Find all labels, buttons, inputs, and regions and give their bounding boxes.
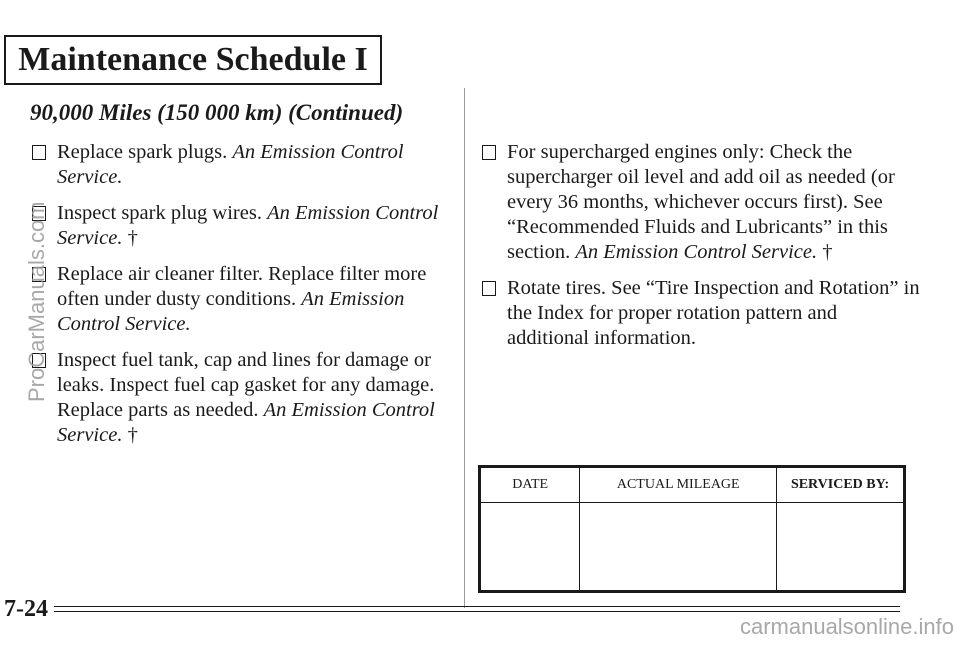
item-text: Rotate tires. See “Tire Inspection and Rotation” in the Index for proper rotation pattern and additional information.: [507, 277, 920, 349]
item-text: Inspect fuel tank, cap and lines for damage or leaks. Inspect fuel cap gasket for any damage. Replace parts as needed.: [57, 349, 435, 421]
checkbox-icon[interactable]: [482, 145, 496, 160]
page-number: 7-24: [4, 596, 48, 622]
item-text: Replace spark plugs.: [57, 141, 233, 163]
checkbox-icon[interactable]: [32, 145, 46, 160]
item-note: An Emission Control Service.: [575, 241, 818, 263]
footer-rule-second: [54, 611, 900, 612]
item-note: An Emission Control Service.: [57, 399, 435, 446]
item-text: Replace air cleaner filter. Replace filter more often under dusty conditions.: [57, 263, 427, 310]
item-note: An Emission Control Service.: [57, 202, 439, 249]
column-divider: [464, 88, 465, 608]
checklist-item-supercharger-oil: [482, 140, 922, 265]
dagger-mark: †: [122, 227, 138, 249]
service-record-table: [478, 465, 906, 593]
bottom-watermark: carmanualsonline.info: [739, 614, 954, 639]
mileage-cell[interactable]: [580, 503, 777, 591]
header-date: DATE: [481, 468, 580, 503]
checklist-item-rotate-tires: [482, 276, 922, 351]
item-text: For supercharged engines only: Check the supercharger oil level and add oil as needed (or every 36 months, whichever occurs first). See “Recommended Fluids and Lubricants” in this section.: [507, 141, 895, 263]
header-actual-mileage: ACTUAL MILEAGE: [580, 468, 777, 503]
side-watermark: ProCarManuals.com: [24, 201, 49, 402]
serviced-by-cell[interactable]: [777, 503, 904, 591]
checklist-item-replace-spark-plugs: [32, 140, 452, 190]
page-title-text: Maintenance Schedule I: [18, 41, 368, 78]
left-column: [32, 140, 452, 459]
footer-rule: [54, 606, 900, 607]
item-note: An Emission Control Service.: [57, 288, 405, 335]
item-note: An Emission Control Service.: [57, 141, 404, 188]
header-serviced-by: SERVICED BY:: [777, 468, 904, 503]
checklist-item-replace-air-filter: [32, 262, 452, 337]
item-text: Inspect spark plug wires.: [57, 202, 268, 224]
right-column: [482, 140, 922, 362]
page-title: [4, 35, 382, 85]
checklist-item-inspect-fuel-tank: [32, 348, 452, 448]
checkbox-icon[interactable]: [482, 281, 496, 296]
section-subtitle: 90,000 Miles (150 000 km) (Continued): [30, 100, 404, 125]
checklist-item-inspect-spark-plug-wires: [32, 201, 452, 251]
dagger-mark: †: [122, 424, 138, 446]
dagger-mark: †: [817, 241, 833, 263]
date-cell[interactable]: [481, 503, 580, 591]
